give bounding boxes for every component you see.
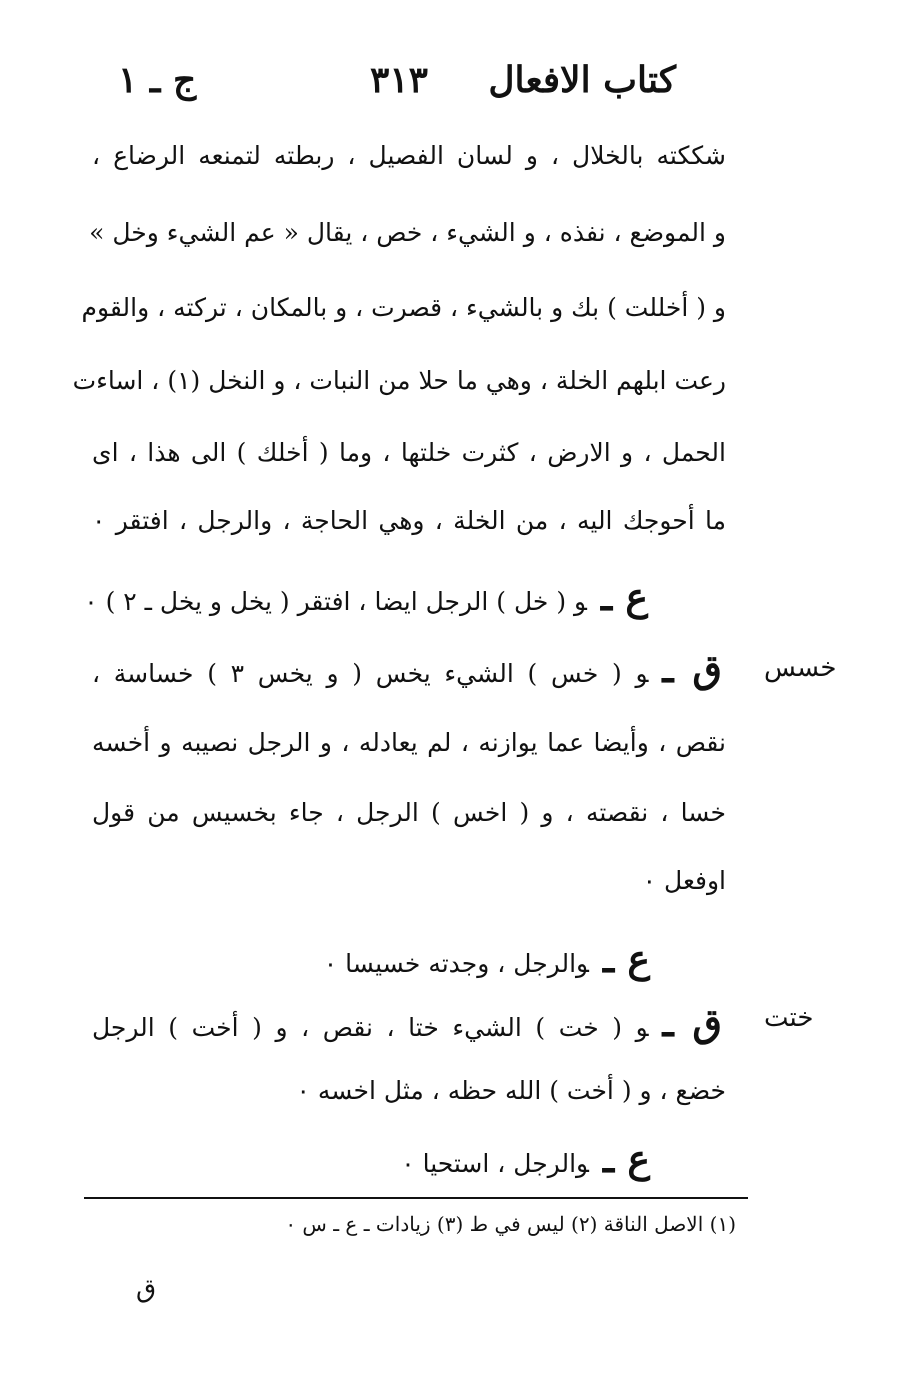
text-line-4: رعت ابلهم الخلة ، وهي ما حلا من النبات ، و النخل (١) ، اساءت bbox=[72, 366, 726, 395]
catchword: ق bbox=[136, 1274, 157, 1304]
margin-root-khatt: ختت bbox=[764, 1003, 814, 1033]
text-line-10: خسا ، نقصته ، و ( اخس ) الرجل ، جاء بخسيس من قول bbox=[92, 798, 726, 827]
text-line-8: و ( خس ) الشيء يخس ( و يخس ٣ ) خساسة ، bbox=[92, 659, 649, 688]
entry-line-qaf-1 bbox=[92, 646, 722, 691]
text-line-1: شككته بالخلال ، و لسان الفصيل ، ربطته لتمنعه الرضاع ، bbox=[92, 141, 726, 170]
page-number: ٣١٣ bbox=[370, 59, 429, 101]
volume-marker: ج ـ ١ bbox=[118, 59, 197, 101]
running-title: كتاب الافعال bbox=[488, 59, 676, 101]
ain-entry-marker: ع ـ bbox=[602, 936, 650, 981]
text-line-5: الحمل ، و الارض ، كثرت خلتها ، وما ( أخلك ) الى هذا ، اى bbox=[92, 438, 726, 467]
ain-entry-marker: ع ـ bbox=[602, 1136, 650, 1181]
footnote-divider bbox=[84, 1197, 748, 1199]
text-line-15: والرجل ، استحيا ٠ bbox=[401, 1149, 589, 1178]
text-line-9: نقص ، وأيضا عما يوازنه ، لم يعادله ، و الرجل نصيبه و أخسه bbox=[92, 728, 726, 757]
text-line-7: و ( خل ) الرجل ايضا ، افتقر ( يخل و يخل ـ ٢ ) ٠ bbox=[84, 587, 587, 616]
text-line-2: و الموضع ، نفذه ، و الشيء ، خص ، يقال « عم الشيء وخل » bbox=[89, 218, 726, 247]
text-line-12: والرجل ، وجدته خسيسا ٠ bbox=[323, 949, 589, 978]
entry-line-ain-1 bbox=[84, 574, 648, 619]
text-line-3: و ( أخللت ) بك و بالشيء ، قصرت ، و بالمكان ، تركته ، والقوم bbox=[81, 293, 726, 322]
entry-line-ain-3 bbox=[92, 1136, 650, 1181]
ain-entry-marker: ع ـ bbox=[600, 574, 648, 619]
margin-root-khass: خسس bbox=[764, 653, 837, 683]
text-line-13: و ( خت ) الشيء ختا ، نقص ، و ( أخت ) الرجل bbox=[92, 1013, 649, 1042]
entry-line-ain-2 bbox=[92, 936, 650, 981]
footnote: (١) الاصل الناقة (٢) ليس في ط (٣) زيادات ـ ع ـ س ٠ bbox=[285, 1212, 736, 1236]
qaf-entry-marker: ق ـ bbox=[662, 1000, 722, 1045]
text-line-11: اوفعل ٠ bbox=[642, 866, 726, 895]
text-line-14: خضع ، و ( أخت ) الله حظه ، مثل اخسه ٠ bbox=[296, 1076, 726, 1105]
entry-line-qaf-2 bbox=[92, 1000, 722, 1045]
qaf-entry-marker: ق ـ bbox=[662, 646, 722, 691]
text-line-6: ما أحوجك اليه ، من الخلة ، وهي الحاجة ، والرجل ، افتقر ٠ bbox=[92, 506, 726, 535]
